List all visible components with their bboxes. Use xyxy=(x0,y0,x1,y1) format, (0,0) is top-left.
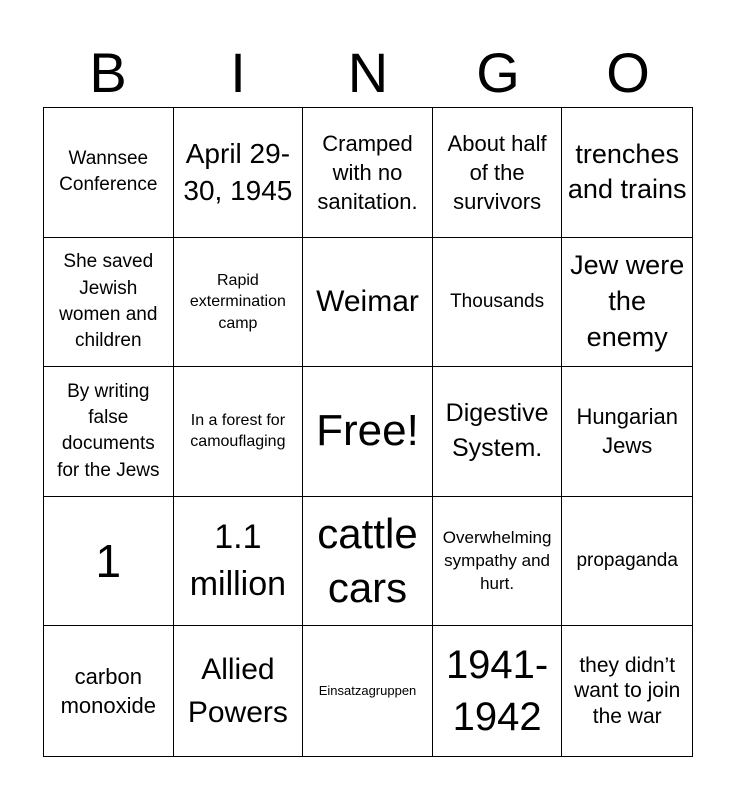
bingo-cell-r2-c4[interactable] xyxy=(433,238,563,368)
cell-text: Wannsee Conference xyxy=(59,148,158,196)
cell-text: Einsatzagruppen xyxy=(318,683,417,699)
cell-text: 1.1 million xyxy=(189,517,287,604)
cell-text: April 29-30, 1945 xyxy=(183,137,293,207)
cell-text: 1941-1942 xyxy=(445,643,549,740)
cell-text: they didn’t want to join the war xyxy=(574,653,681,728)
bingo-cell-r3-c5[interactable] xyxy=(562,367,692,497)
bingo-cell-r5-c4[interactable] xyxy=(433,626,563,756)
cell-text: trenches and trains xyxy=(567,138,687,205)
bingo-cell-r3-c2[interactable] xyxy=(174,367,304,497)
bingo-cell-r3-c3[interactable] xyxy=(303,367,433,497)
bingo-cell-r4-c4[interactable] xyxy=(433,497,563,627)
header-letter-o: O xyxy=(606,41,650,104)
bingo-cell-r5-c5[interactable] xyxy=(562,626,692,756)
bingo-cell-r1-c1[interactable] xyxy=(44,108,174,238)
bingo-cell-r5-c2[interactable] xyxy=(174,626,304,756)
bingo-cell-r4-c1[interactable] xyxy=(44,497,174,627)
cell-text: propaganda xyxy=(576,549,678,571)
cell-text: Allied Powers xyxy=(187,652,288,730)
header-letter-g: G xyxy=(476,41,520,104)
cell-text: Hungarian Jews xyxy=(576,404,678,459)
cell-text: Free! xyxy=(316,406,419,456)
header-letter-i: I xyxy=(230,41,246,104)
bingo-cell-r2-c2[interactable] xyxy=(174,238,304,368)
bingo-cell-r1-c4[interactable] xyxy=(433,108,563,238)
bingo-cell-r2-c5[interactable] xyxy=(562,238,692,368)
header-letter-n: N xyxy=(347,41,389,104)
cell-text: About half of the survivors xyxy=(447,130,547,214)
bingo-cell-r3-c1[interactable] xyxy=(44,367,174,497)
bingo-cell-r5-c1[interactable] xyxy=(44,626,174,756)
bingo-cell-r4-c5[interactable] xyxy=(562,497,692,627)
bingo-cell-r3-c4[interactable] xyxy=(433,367,563,497)
bingo-cell-r1-c2[interactable] xyxy=(174,108,304,238)
cell-text: 1 xyxy=(95,534,122,587)
header-letter-b: B xyxy=(89,41,127,104)
cell-text: She saved Jewish women and children xyxy=(59,251,158,352)
bingo-header xyxy=(43,40,693,106)
cell-text: In a forest for camouflaging xyxy=(190,411,286,451)
cell-text: By writing false documents for the Jews xyxy=(57,381,160,481)
cell-text: Digestive System. xyxy=(445,398,549,463)
cell-text: Thousands xyxy=(450,290,545,312)
cell-text: carbon monoxide xyxy=(60,664,156,719)
cell-text: Jew were the enemy xyxy=(570,250,685,352)
bingo-cell-r4-c3[interactable] xyxy=(303,497,433,627)
bingo-cell-r2-c1[interactable] xyxy=(44,238,174,368)
cell-text: cattle cars xyxy=(317,509,418,612)
bingo-cell-r5-c3[interactable] xyxy=(303,626,433,756)
cell-text: Overwhelming sympathy and hurt. xyxy=(442,527,552,593)
bingo-cell-r1-c3[interactable] xyxy=(303,108,433,238)
cell-text: Rapid extermination camp xyxy=(189,271,286,332)
cell-text: Cramped with no sanitation. xyxy=(317,130,418,214)
bingo-cell-r1-c5[interactable] xyxy=(562,108,692,238)
bingo-cell-r4-c2[interactable] xyxy=(174,497,304,627)
cell-text: Weimar xyxy=(316,285,419,319)
bingo-cell-r2-c3[interactable] xyxy=(303,238,433,368)
bingo-board xyxy=(43,107,693,757)
